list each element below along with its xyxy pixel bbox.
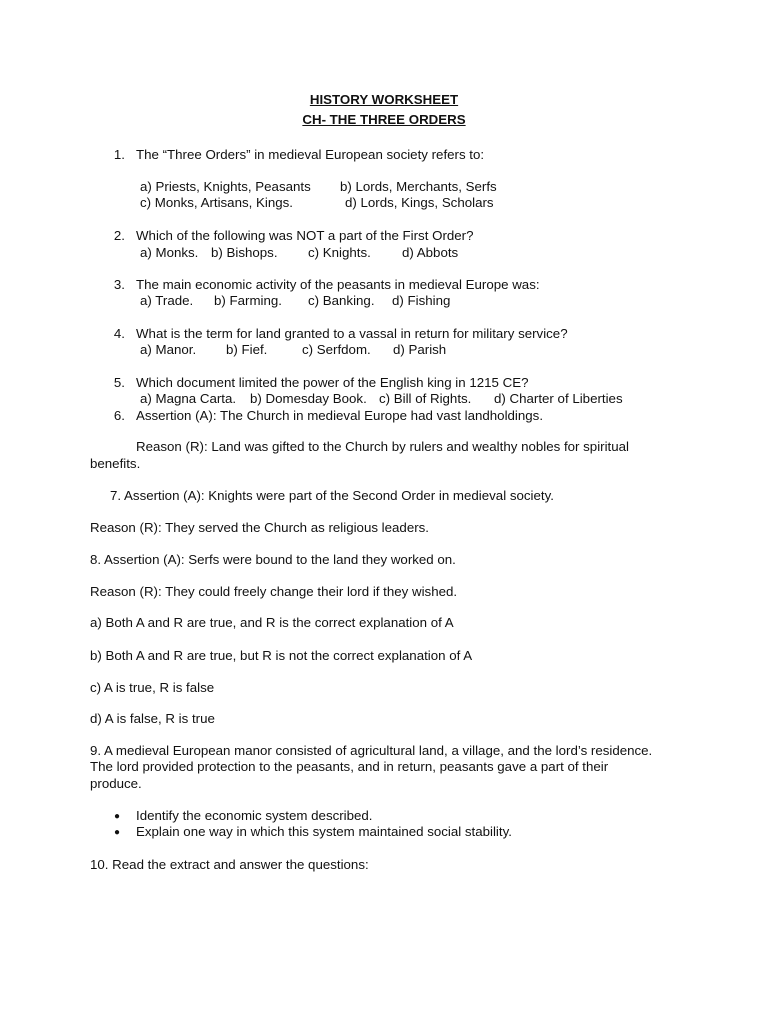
question-7-reason: Reason (R): They served the Church as religious leaders. — [90, 520, 429, 535]
question-2-option-d: d) Abbots — [402, 245, 459, 260]
question-number: 4. — [113, 326, 125, 341]
question-8-reason: Reason (R): They could freely change their lord if they wished. — [90, 584, 458, 599]
question-5-text: Which document limited the power of the English king in 1215 CE? — [136, 375, 529, 390]
question-9-text-line1: 9. A medieval European manor consisted of agricultural land, a village, and the lord’s residence. — [90, 743, 653, 758]
question-4-text: What is the term for land granted to a vassal in return for military service? — [136, 326, 568, 341]
question-8-assertion: 8. Assertion (A): Serfs were bound to the land they worked on. — [90, 552, 456, 567]
question-5-option-b: b) Domesday Book. — [250, 391, 367, 406]
question-6-reason-continued: benefits. — [90, 456, 141, 471]
question-3-option-d: d) Fishing — [392, 293, 451, 308]
page-subtitle: CH- THE THREE ORDERS — [302, 112, 466, 127]
bullet-icon: ● — [114, 811, 121, 822]
question-4-option-d: d) Parish — [393, 342, 447, 357]
question-9-text-line3: produce. — [90, 776, 142, 791]
ar-option-b: b) Both A and R are true, but R is not the correct explanation of A — [90, 648, 473, 663]
question-9-bullet-1: Identify the economic system described. — [136, 808, 373, 823]
question-number: 5. — [113, 375, 125, 390]
question-1-option-a: a) Priests, Knights, Peasants — [140, 179, 311, 194]
question-2-text: Which of the following was NOT a part of the First Order? — [136, 228, 474, 243]
question-number: 1. — [113, 147, 125, 162]
ar-option-c: c) A is true, R is false — [90, 680, 215, 695]
question-number: 3. — [113, 277, 125, 292]
question-10-text: 10. Read the extract and answer the questions: — [90, 857, 369, 872]
question-3-text: The main economic activity of the peasants in medieval Europe was: — [136, 277, 540, 292]
question-5-option-d: d) Charter of Liberties — [494, 391, 623, 406]
question-5-option-a: a) Magna Carta. — [140, 391, 237, 406]
question-4-option-a: a) Manor. — [140, 342, 197, 357]
page-title: HISTORY WORKSHEET — [309, 92, 459, 107]
question-number: 2. — [113, 228, 125, 243]
question-4-option-c: c) Serfdom. — [302, 342, 371, 357]
question-4-option-b: b) Fief. — [226, 342, 268, 357]
question-9-bullet-2: Explain one way in which this system maintained social stability. — [136, 824, 512, 839]
question-6-reason: Reason (R): Land was gifted to the Church by rulers and wealthy nobles for spiritual — [136, 439, 629, 454]
ar-option-a: a) Both A and R are true, and R is the correct explanation of A — [90, 615, 454, 630]
question-number: 6. — [113, 408, 125, 423]
question-3-option-a: a) Trade. — [140, 293, 194, 308]
question-6-assertion: Assertion (A): The Church in medieval Europe had vast landholdings. — [136, 408, 544, 423]
question-5-option-c: c) Bill of Rights. — [379, 391, 472, 406]
ar-option-d: d) A is false, R is true — [90, 711, 215, 726]
bullet-icon: ● — [114, 827, 121, 838]
question-1-option-c: c) Monks, Artisans, Kings. — [140, 195, 293, 210]
question-1-option-b: b) Lords, Merchants, Serfs — [340, 179, 497, 194]
question-1-text: The “Three Orders” in medieval European society refers to: — [136, 147, 485, 162]
question-1-option-d: d) Lords, Kings, Scholars — [345, 195, 494, 210]
question-2-option-a: a) Monks. — [140, 245, 199, 260]
question-9-text-line2: The lord provided protection to the peasants, and in return, peasants gave a part of their — [90, 759, 609, 774]
question-7-assertion: 7. Assertion (A): Knights were part of the Second Order in medieval society. — [110, 488, 554, 503]
question-2-option-b: b) Bishops. — [211, 245, 278, 260]
question-3-option-b: b) Farming. — [214, 293, 282, 308]
question-3-option-c: c) Banking. — [308, 293, 375, 308]
question-2-option-c: c) Knights. — [308, 245, 371, 260]
